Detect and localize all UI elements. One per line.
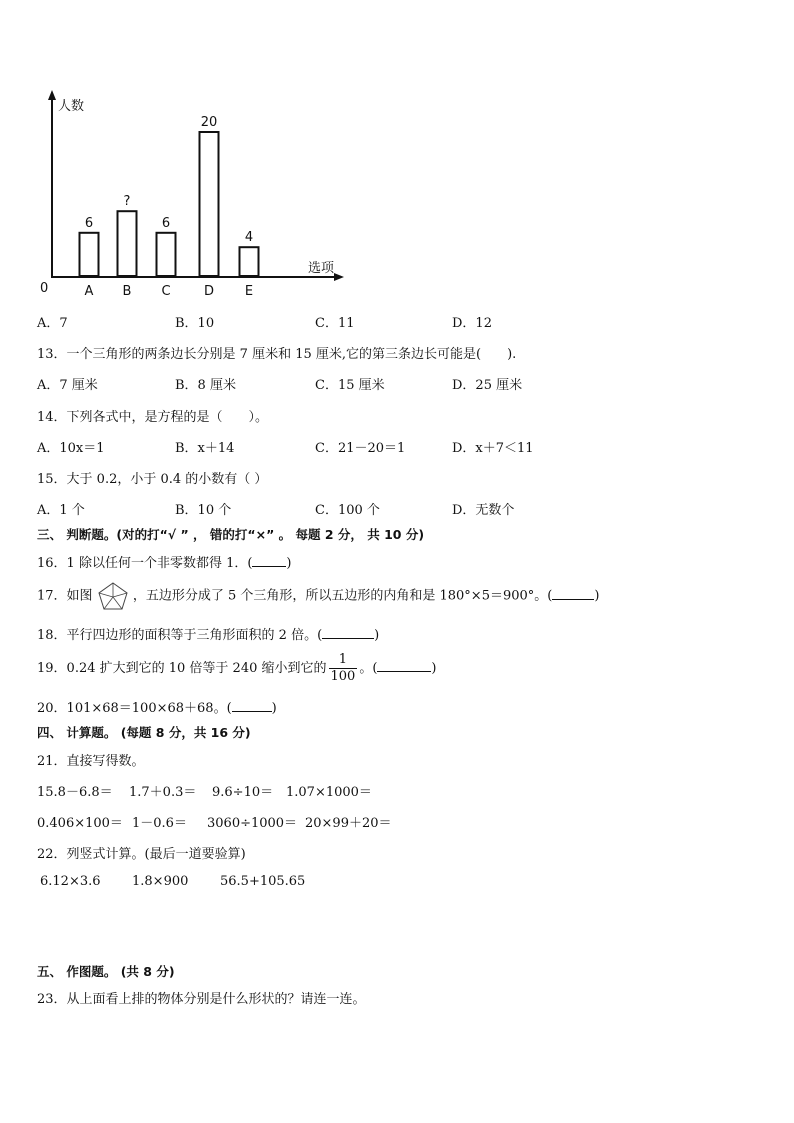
q15-option-c[interactable]: C．100 个	[315, 503, 380, 518]
q18-answer-blank[interactable]	[322, 626, 374, 639]
bar-value-label: 4	[244, 230, 254, 246]
q13-option-b[interactable]: B．8 厘米	[175, 378, 236, 393]
q17	[37, 582, 599, 610]
bar-value-label: 6	[84, 215, 94, 231]
q16	[37, 552, 292, 571]
q17-text-after: ，五边形分成了 5 个三角形，所以五边形的内角和是 180°×5＝900°。(	[132, 588, 553, 604]
q14-option-c[interactable]: C．21－20＝1	[315, 441, 406, 456]
q15-option-b[interactable]: B．10 个	[175, 503, 232, 518]
q15-stem: 15．大于 0.2，小于 0.4 的小数有（ ）	[37, 472, 268, 487]
q13-option-c[interactable]: C．15 厘米	[315, 378, 385, 393]
y-axis-arrow	[48, 90, 56, 100]
q21-item: 1.7＋0.3＝	[129, 785, 197, 800]
bar-E	[240, 247, 259, 276]
q20	[37, 697, 277, 716]
q21-item: 0.406×100＝	[37, 816, 123, 831]
category-label: E	[244, 284, 254, 299]
q21-item: 20×99＋20＝	[305, 816, 392, 831]
q22-item: 56.5+105.65	[220, 874, 306, 889]
q19	[37, 652, 437, 685]
pentagon-figure	[98, 582, 128, 610]
q16-text: 16．1 除以任何一个非零数都得 1．(	[37, 556, 253, 571]
q12-option-a[interactable]: A．7	[37, 316, 68, 331]
bar-value-label: 6	[161, 215, 171, 231]
q13-stem: 13．一个三角形的两条边长分别是 7 厘米和 15 厘米,它的第三条边长可能是( ).	[37, 347, 517, 362]
q13-option-d[interactable]: D．25 厘米	[452, 378, 523, 393]
q12-option-c[interactable]: C．11	[315, 316, 355, 331]
category-label: B	[122, 284, 132, 299]
q21-stem: 21．直接写得数。	[37, 754, 145, 769]
category-label: D	[203, 284, 215, 299]
section-5-heading: 五、 作图题。 (共 8 分)	[37, 964, 175, 979]
section-4-heading: 四、 计算题。 (每题 8 分，共 16 分)	[37, 725, 251, 740]
q18-text: 18．平行四边形的面积等于三角形面积的 2 倍。(	[37, 628, 323, 643]
q12-option-b[interactable]: B．10	[175, 316, 215, 331]
q23-stem: 23．从上面看上排的物体分别是什么形状的？请连一连。	[37, 992, 366, 1007]
bar-C	[157, 233, 176, 276]
q21-item: 1－0.6＝	[132, 816, 187, 831]
q20-text: 20．101×68＝100×68＋68。(	[37, 701, 232, 716]
q20-close: )	[271, 701, 277, 716]
q21-item: 1.07×1000＝	[286, 785, 372, 800]
origin-label: 0	[40, 281, 49, 296]
q18	[37, 624, 379, 643]
section-3-heading: 三、 判断题。(对的打“√ ” ， 错的打“×” 。 每题 2 分， 共 10 分)	[37, 527, 425, 542]
bar-value-label: ?	[123, 194, 131, 210]
q19-close: )	[431, 661, 437, 676]
q20-answer-blank[interactable]	[232, 699, 272, 712]
q19-fraction-numerator: 1	[329, 652, 358, 669]
q21-item: 15.8－6.8＝	[37, 785, 113, 800]
q14-option-a[interactable]: A．10x＝1	[37, 441, 105, 456]
bar-chart	[30, 88, 360, 303]
q15-option-d[interactable]: D．无数个	[452, 503, 515, 518]
q13-option-a[interactable]: A．7 厘米	[37, 378, 98, 393]
q22-stem: 22．列竖式计算。(最后一道要验算)	[37, 847, 246, 862]
q19-text-after: 。(	[359, 661, 378, 676]
q18-close: )	[374, 628, 380, 643]
category-label: A	[84, 284, 94, 299]
category-label: C	[161, 284, 171, 299]
x-axis-arrow	[334, 273, 344, 281]
q19-fraction-denominator: 100	[330, 669, 356, 684]
q21-item: 3060÷1000＝	[207, 816, 298, 831]
q14-option-b[interactable]: B．x＋14	[175, 441, 235, 456]
y-axis-label: 人数	[58, 99, 85, 114]
q17-close: )	[594, 588, 600, 604]
q22-item: 6.12×3.6	[40, 874, 101, 889]
q22-item: 1.8×900	[132, 874, 189, 889]
q15-option-a[interactable]: A．1 个	[37, 503, 85, 518]
q17-answer-blank[interactable]	[552, 587, 594, 600]
q14-option-d[interactable]: D．x＋7＜11	[452, 441, 534, 456]
bar-D	[200, 132, 219, 276]
q19-answer-blank[interactable]	[377, 659, 431, 672]
q12-option-d[interactable]: D．12	[452, 316, 492, 331]
bar-value-label: 20	[200, 115, 218, 130]
q17-text-before: 17．如图	[37, 588, 93, 604]
q16-close: )	[286, 556, 292, 571]
q14-stem: 14．下列各式中，是方程的是（ ）。	[37, 410, 269, 425]
bar-B	[118, 211, 137, 276]
q19-fraction	[329, 652, 358, 685]
x-axis-label: 选项	[308, 261, 335, 276]
q19-text-before: 19．0.24 扩大到它的 10 倍等于 240 缩小到它的	[37, 661, 327, 676]
q21-item: 9.6÷10＝	[212, 785, 274, 800]
q16-answer-blank[interactable]	[252, 554, 286, 567]
bar-A	[80, 233, 99, 276]
